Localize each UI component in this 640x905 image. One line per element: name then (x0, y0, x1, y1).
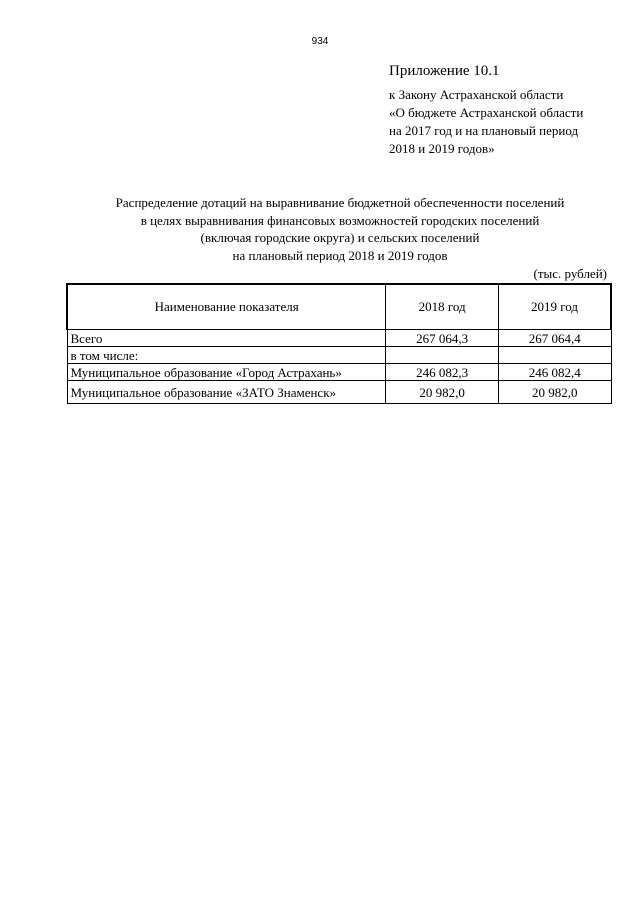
value-2018: 246 082,3 (386, 364, 499, 381)
appendix-block (389, 62, 629, 158)
table-row (67, 364, 611, 381)
title-line: Распределение дотаций на выравнивание бюджетной обеспеченности поселений (115, 195, 565, 210)
value-2019: 20 982,0 (498, 381, 611, 404)
appendix-heading: Приложение 10.1 (389, 63, 500, 79)
value-2018 (386, 347, 499, 364)
value-2018: 267 064,3 (386, 330, 499, 347)
row-label: Муниципальное образование «ЗАТО Знаменск» (67, 381, 386, 404)
title-line: на плановый период 2018 и 2019 годов (232, 247, 448, 263)
data-table (66, 283, 612, 404)
table-header-row (67, 284, 611, 330)
header-2018: 2018 год (386, 284, 499, 330)
title-line: (включая городские округа) и сельских поселений (200, 230, 480, 245)
header-indicator: Наименование показателя (67, 284, 386, 330)
row-label: в том числе: (67, 347, 386, 364)
appendix-line: 2018 и 2019 годов» (389, 141, 495, 156)
row-label: Всего (67, 330, 386, 347)
document-title (60, 194, 620, 264)
appendix-line: к Закону Астраханской области (389, 87, 564, 102)
value-2018: 20 982,0 (386, 381, 499, 404)
appendix-line: на 2017 год и на плановый период (389, 123, 579, 138)
row-label: Муниципальное образование «Город Астрахань» (67, 364, 386, 381)
appendix-line: «О бюджете Астраханской области (389, 105, 584, 120)
value-2019 (498, 347, 611, 364)
value-2019: 267 064,4 (498, 330, 611, 347)
page-number: 934 (311, 36, 329, 47)
table-row (67, 330, 611, 347)
header-2019: 2019 год (498, 284, 611, 330)
table-row (67, 347, 611, 364)
title-line: в целях выравнивания финансовых возможностей городских поселений (140, 212, 540, 228)
table-row (67, 381, 611, 404)
unit-label: (тыс. рублей) (533, 266, 607, 281)
value-2019: 246 082,4 (498, 364, 611, 381)
